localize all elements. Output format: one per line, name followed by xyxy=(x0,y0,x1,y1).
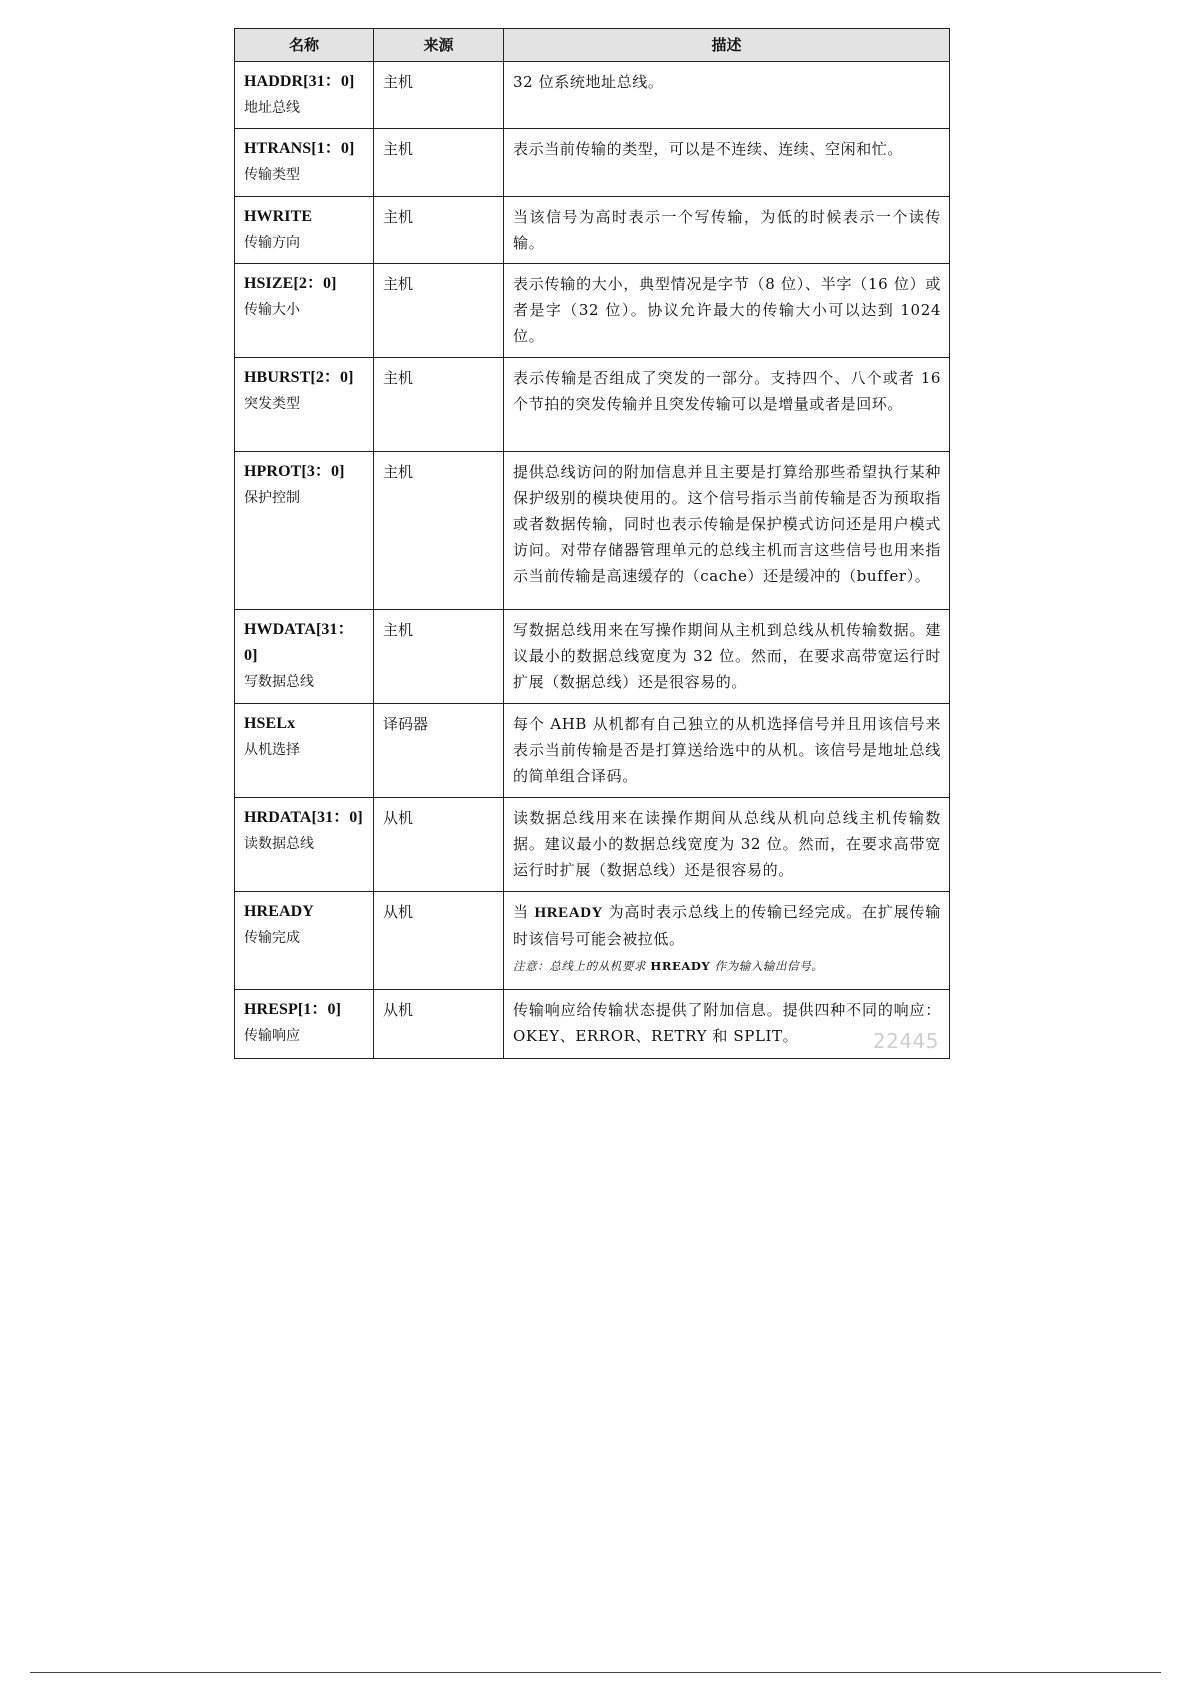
description-cell: 写数据总线用来在写操作期间从主机到总线从机传输数据。建议最小的数据总线宽度为 32 位。然而，在要求高带宽运行时扩展（数据总线）还是很容易的。 xyxy=(504,610,950,704)
table-row xyxy=(235,264,950,358)
signal-name: HADDR[31：0] xyxy=(244,73,355,90)
signal-reference: HREADY xyxy=(534,905,604,921)
source-cell: 主机 xyxy=(374,610,504,704)
table-row xyxy=(235,610,950,704)
watermark: 22445 xyxy=(872,1029,939,1053)
table-row xyxy=(235,798,950,892)
signal-name: HBURST[2：0] xyxy=(244,369,354,386)
source-cell: 从机 xyxy=(374,798,504,892)
signal-label: 传输响应 xyxy=(244,1028,300,1044)
signal-name: HSELx xyxy=(244,715,296,732)
signal-cell xyxy=(235,358,374,452)
description-cell: 提供总线访问的附加信息并且主要是打算给那些希望执行某种保护级别的模块使用的。这个信号指示当前传输是否为预取指或者数据传输，同时也表示传输是保护模式访问还是用户模式访问。对带存储器管理单元的总线主机而言这些信号也用来指示当前传输是高速缓存的（cache）还是缓冲的（buffer）。 xyxy=(504,452,950,610)
signal-cell xyxy=(235,264,374,358)
table-row xyxy=(235,990,950,1059)
description-cell: 表示传输的大小，典型情况是字节（8 位）、半字（16 位）或者是字（32 位）。协议允许最大的传输大小可以达到 1024 位。 xyxy=(504,264,950,358)
note-signal-reference: HREADY xyxy=(650,959,711,973)
page-bottom-rule xyxy=(30,1672,1161,1673)
signal-label: 保护控制 xyxy=(244,490,300,506)
source-cell: 主机 xyxy=(374,358,504,452)
table-row xyxy=(235,62,950,129)
signal-table xyxy=(234,28,950,1059)
signal-label: 写数据总线 xyxy=(244,674,314,690)
signal-name: HTRANS[1：0] xyxy=(244,140,355,157)
signal-cell xyxy=(235,798,374,892)
signal-name: HRESP[1：0] xyxy=(244,1001,341,1018)
table-header-row xyxy=(235,29,950,62)
table-row xyxy=(235,892,950,990)
source-cell: 从机 xyxy=(374,990,504,1059)
signal-cell xyxy=(235,452,374,610)
description-cell: 当该信号为高时表示一个写传输，为低的时候表示一个读传输。 xyxy=(504,197,950,264)
source-cell: 主机 xyxy=(374,129,504,197)
table-row xyxy=(235,452,950,610)
signal-cell xyxy=(235,197,374,264)
signal-label: 传输类型 xyxy=(244,167,300,183)
signal-label: 读数据总线 xyxy=(244,836,314,852)
header-name: 名称 xyxy=(235,29,374,62)
table-row xyxy=(235,358,950,452)
signal-cell xyxy=(235,704,374,798)
signal-label: 传输方向 xyxy=(244,235,300,251)
signal-name: HSIZE[2：0] xyxy=(244,275,337,292)
signal-label: 地址总线 xyxy=(244,100,300,116)
description-cell: 每个 AHB 从机都有自己独立的从机选择信号并且用该信号来表示当前传输是否是打算送给选中的从机。该信号是地址总线的简单组合译码。 xyxy=(504,704,950,798)
description-cell: 32 位系统地址总线。 xyxy=(504,62,950,129)
signal-label: 突发类型 xyxy=(244,396,300,412)
signal-name: HRDATA[31：0] xyxy=(244,809,363,826)
signal-label: 传输大小 xyxy=(244,302,300,318)
signal-cell xyxy=(235,129,374,197)
header-source: 来源 xyxy=(374,29,504,62)
source-cell: 从机 xyxy=(374,892,504,990)
description-text: 传输响应给传输状态提供了附加信息。提供四种不同的响应：OKEY、ERROR、RETRY 和 SPLIT。 xyxy=(513,1001,941,1045)
source-cell: 主机 xyxy=(374,197,504,264)
source-cell: 译码器 xyxy=(374,704,504,798)
note-suffix: 作为输入输出信号。 xyxy=(710,959,824,973)
source-cell: 主机 xyxy=(374,452,504,610)
table-row xyxy=(235,704,950,798)
signal-cell xyxy=(235,62,374,129)
note-text xyxy=(513,956,941,976)
signal-label: 从机选择 xyxy=(244,742,300,758)
table-row xyxy=(235,197,950,264)
signal-label: 传输完成 xyxy=(244,930,300,946)
signal-name: HWRITE xyxy=(244,208,313,225)
signal-cell xyxy=(235,892,374,990)
description-cell xyxy=(504,990,950,1059)
description-text: 当 xyxy=(513,903,535,921)
table-row xyxy=(235,129,950,197)
note-prefix: 注意：总线上的从机要求 xyxy=(513,959,651,973)
description-text: 为高时表示总线上的传输已经完成。在扩展传输时该信号可能会被拉低。 xyxy=(513,903,941,948)
description-cell: 表示当前传输的类型，可以是不连续、连续、空闲和忙。 xyxy=(504,129,950,197)
source-cell: 主机 xyxy=(374,62,504,129)
description-cell xyxy=(504,892,950,990)
source-cell: 主机 xyxy=(374,264,504,358)
signal-name: HPROT[3：0] xyxy=(244,463,345,480)
header-description: 描述 xyxy=(504,29,950,62)
signal-name: HREADY xyxy=(244,903,314,920)
signal-cell xyxy=(235,990,374,1059)
signal-cell xyxy=(235,610,374,704)
description-cell: 表示传输是否组成了突发的一部分。支持四个、八个或者 16 个节拍的突发传输并且突发传输可以是增量或者是回环。 xyxy=(504,358,950,452)
signal-name: HWDATA[31：0] xyxy=(244,621,354,664)
description-cell: 读数据总线用来在读操作期间从总线从机向总线主机传输数据。建议最小的数据总线宽度为 32 位。然而，在要求高带宽运行时扩展（数据总线）还是很容易的。 xyxy=(504,798,950,892)
